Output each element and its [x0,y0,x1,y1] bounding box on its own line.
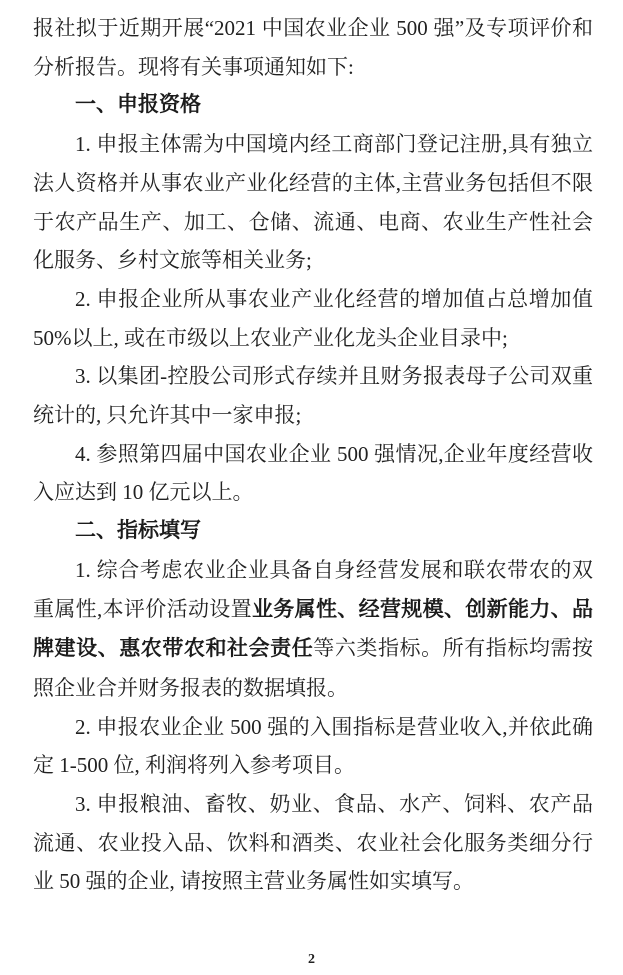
section-1-heading: 一、申报资格 [75,93,201,117]
section-1-paragraph-1: 1. 申报主体需为中国境内经工商部门登记注册,具有独立法人资格并从事农业产业化经营的主体,主营业务包括但不限于农产品生产、加工、仓储、流通、电商、农业生产性社会化服务、乡村文旅等相关业务; [33,132,593,273]
section-1-paragraph-2: 2. 申报企业所从事农业产业化经营的增加值占总增加值 50%以上, 或在市级以上农业产业化龙头企业目录中; [33,286,593,350]
section-2-heading: 二、指标填写 [75,519,201,543]
document-content [33,9,593,901]
paragraph-text-before-emphasis: 1. 综合考虑农业企业具备自身经营发展和联农带农的双重属性,本评价活动设置 [33,557,593,621]
intro-paragraph: 报社拟于近期开展“2021 中国农业企业 500 强”及专项评价和分析报告。现将有关事项通知如下: [33,16,593,79]
section-2-paragraph-1 [33,551,593,708]
section-1-paragraph-3: 3. 以集团-控股公司形式存续并且财务报表母子公司双重统计的, 只允许其中一家申报; [33,364,593,428]
page-number: 2 [308,952,315,967]
paragraph-text-after-emphasis: 等六类指标。所有指标均需按照企业合并财务报表的数据填报。 [33,636,594,700]
section-2-paragraph-2: 2. 申报农业企业 500 强的入围指标是营业收入,并依此确定 1-500 位, 利润将列入参考项目。 [33,714,593,778]
section-1-paragraph-4: 4. 参照第四届中国农业企业 500 强情况,企业年度经营收入应达到 10 亿元以上。 [33,441,593,505]
emphasized-indicator-list: 业务属性、经营规模、创新能力、品牌建设、惠农带农和社会责任 [33,597,593,661]
section-2-paragraph-3: 3. 申报粮油、畜牧、奶业、食品、水产、饲料、农产品流通、农业投入品、饮料和酒类、农业社会化服务类细分行业 50 强的企业, 请按照主营业务属性如实填写。 [33,792,593,894]
